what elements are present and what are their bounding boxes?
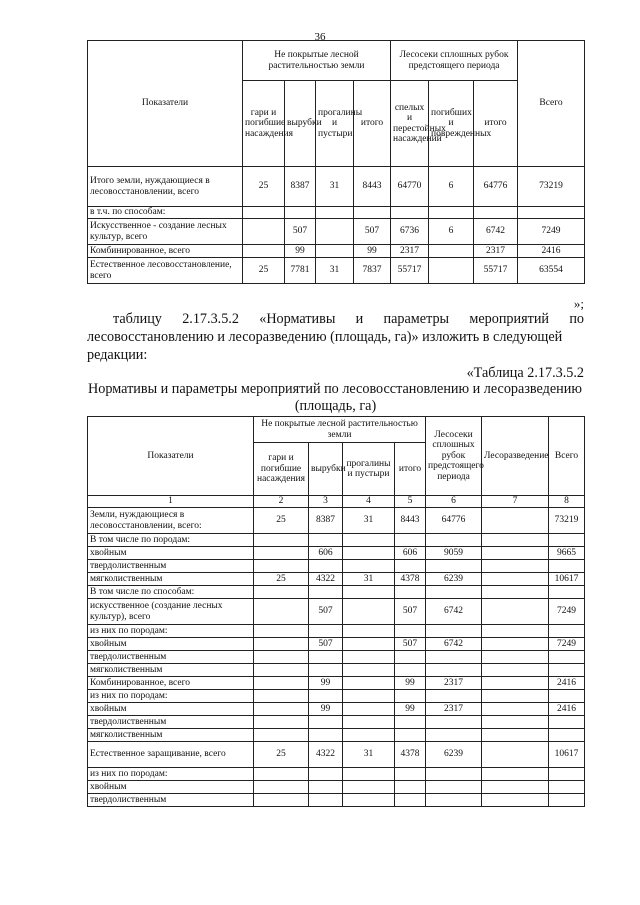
table-row <box>88 586 585 599</box>
table-row <box>88 625 585 638</box>
cell-value <box>482 508 549 534</box>
cell-value <box>395 586 426 599</box>
t1-header-felled: вырубки <box>285 81 316 167</box>
row-label: из них по породам: <box>88 768 254 781</box>
row-label: твердолиственным <box>88 560 254 573</box>
row-label: Естественное лесовосстановление, всего <box>88 258 243 284</box>
cell-value <box>426 768 482 781</box>
cell-value <box>549 768 585 781</box>
cell-value <box>482 625 549 638</box>
cell-value <box>254 586 309 599</box>
cell-value: 507 <box>395 599 426 625</box>
cell-value <box>395 560 426 573</box>
cell-value <box>395 716 426 729</box>
column-number: 8 <box>549 496 585 508</box>
row-label: В том числе по породам: <box>88 534 254 547</box>
cell-value <box>254 716 309 729</box>
t1-header-mature: спелых и перестойных насаждений <box>391 81 429 167</box>
column-number: 5 <box>395 496 426 508</box>
table-row <box>88 781 585 794</box>
row-label: хвойным <box>88 638 254 651</box>
paragraph-word: мероприятий <box>469 311 550 327</box>
cell-value: 31 <box>343 742 395 768</box>
cell-value <box>482 690 549 703</box>
cell-value: 25 <box>254 573 309 586</box>
cell-value: 64776 <box>426 508 482 534</box>
cell-value <box>343 625 395 638</box>
cell-value <box>243 245 285 258</box>
table-title-line-2: (площадь, га) <box>294 398 377 414</box>
cell-value <box>316 219 354 245</box>
cell-value <box>343 729 395 742</box>
cell-value <box>482 651 549 664</box>
cell-value: 507 <box>309 599 343 625</box>
cell-value <box>254 794 309 807</box>
cell-value: 7249 <box>549 638 585 651</box>
cell-value <box>482 768 549 781</box>
cell-value <box>316 207 354 219</box>
cell-value: 9059 <box>426 547 482 560</box>
table-row <box>88 651 585 664</box>
row-label: хвойным <box>88 547 254 560</box>
row-label: Искусственное - создание лесных культур, всего <box>88 219 243 245</box>
cell-value <box>426 716 482 729</box>
cell-value: 4322 <box>309 742 343 768</box>
paragraph-word: 2.17.3.5.2 <box>182 311 239 327</box>
cell-value <box>254 781 309 794</box>
cell-value: 507 <box>395 638 426 651</box>
cell-value: 99 <box>309 703 343 716</box>
cell-value <box>395 794 426 807</box>
table-row <box>88 167 585 207</box>
t1-header-subtotal-2: итого <box>474 81 518 167</box>
cell-value <box>243 207 285 219</box>
cell-value <box>395 625 426 638</box>
cell-value <box>243 219 285 245</box>
cell-value <box>343 638 395 651</box>
cell-value: 2416 <box>549 677 585 690</box>
cell-value: 63554 <box>518 258 585 284</box>
table-row <box>88 690 585 703</box>
cell-value <box>549 625 585 638</box>
cell-value <box>482 560 549 573</box>
row-label: твердолиственным <box>88 794 254 807</box>
cell-value: 606 <box>395 547 426 560</box>
cell-value <box>426 560 482 573</box>
cell-value: 25 <box>254 508 309 534</box>
paragraph-word: таблицу <box>113 311 162 327</box>
cell-value: 606 <box>309 547 343 560</box>
row-label: Естественное заращивание, всего <box>88 742 254 768</box>
cell-value <box>482 677 549 690</box>
cell-value <box>549 781 585 794</box>
t2-header-afforestation: Лесоразведение <box>482 417 549 496</box>
cell-value <box>395 729 426 742</box>
cell-value: 73219 <box>549 508 585 534</box>
cell-value <box>549 560 585 573</box>
cell-value <box>254 664 309 677</box>
cell-value <box>549 794 585 807</box>
cell-value <box>429 258 474 284</box>
cell-value: 6 <box>429 219 474 245</box>
cell-value <box>549 664 585 677</box>
table-row <box>88 258 585 284</box>
cell-value <box>309 794 343 807</box>
row-label: Итого земли, нуждающиеся в лесовосстановлении, всего <box>88 167 243 207</box>
t1-header-dead: погибших и поврежденных <box>429 81 474 167</box>
cell-value: 6742 <box>474 219 518 245</box>
column-number: 3 <box>309 496 343 508</box>
cell-value <box>482 794 549 807</box>
table-row <box>88 207 585 219</box>
cell-value <box>343 781 395 794</box>
cell-value: 31 <box>316 258 354 284</box>
cell-value: 507 <box>285 219 316 245</box>
cell-value: 99 <box>285 245 316 258</box>
cell-value <box>254 703 309 716</box>
cell-value: 31 <box>343 573 395 586</box>
cell-value <box>426 794 482 807</box>
cell-value: 99 <box>309 677 343 690</box>
cell-value <box>549 690 585 703</box>
t2-header-not-covered: Не покрытые лесной растительностью земли <box>254 417 426 443</box>
cell-value: 507 <box>309 638 343 651</box>
cell-value <box>309 586 343 599</box>
cell-value <box>482 638 549 651</box>
cell-value <box>429 207 474 219</box>
cell-value <box>343 716 395 729</box>
cell-value: 7249 <box>518 219 585 245</box>
cell-value <box>395 664 426 677</box>
table-row <box>88 508 585 534</box>
t1-header-indicators: Показатели <box>88 41 243 167</box>
cell-value <box>426 534 482 547</box>
cell-value <box>395 781 426 794</box>
cell-value <box>254 677 309 690</box>
cell-value: 55717 <box>474 258 518 284</box>
cell-value <box>482 547 549 560</box>
cell-value: 6 <box>429 167 474 207</box>
cell-value: 99 <box>354 245 391 258</box>
table-row <box>88 245 585 258</box>
row-label: Комбинированное, всего <box>88 677 254 690</box>
cell-value <box>343 586 395 599</box>
cell-value: 8443 <box>395 508 426 534</box>
cell-value <box>343 547 395 560</box>
cell-value <box>254 638 309 651</box>
cell-value <box>254 651 309 664</box>
cell-value <box>482 599 549 625</box>
cell-value <box>395 768 426 781</box>
cell-value <box>309 768 343 781</box>
cell-value <box>482 534 549 547</box>
cell-value <box>426 781 482 794</box>
cell-value: 2317 <box>474 245 518 258</box>
cell-value <box>309 534 343 547</box>
table-row <box>88 729 585 742</box>
cell-value: 64770 <box>391 167 429 207</box>
cell-value <box>549 716 585 729</box>
cell-value: 55717 <box>391 258 429 284</box>
paragraph-line-2: лесовосстановлению и лесоразведению (площадь, га)» изложить в следующей <box>87 329 563 345</box>
cell-value <box>343 677 395 690</box>
cell-value <box>254 534 309 547</box>
cell-value <box>549 651 585 664</box>
row-label: В том числе по способам: <box>88 586 254 599</box>
cell-value: 507 <box>354 219 391 245</box>
cell-value <box>549 586 585 599</box>
table-row <box>88 716 585 729</box>
cell-value: 2317 <box>391 245 429 258</box>
cell-value <box>309 690 343 703</box>
cell-value <box>482 573 549 586</box>
cell-value: 6742 <box>426 638 482 651</box>
cell-value: 4322 <box>309 573 343 586</box>
cell-value <box>395 534 426 547</box>
cell-value <box>343 664 395 677</box>
cell-value <box>254 560 309 573</box>
cell-value: 31 <box>343 508 395 534</box>
paragraph-word: по <box>569 311 584 327</box>
cell-value <box>429 245 474 258</box>
cell-value <box>482 781 549 794</box>
cell-value <box>426 690 482 703</box>
cell-value <box>254 768 309 781</box>
row-label: из них по породам: <box>88 625 254 638</box>
cell-value: 7781 <box>285 258 316 284</box>
cell-value: 4378 <box>395 573 426 586</box>
t2-header-burnt: гари и погибшие насаждения <box>254 443 309 496</box>
column-number: 2 <box>254 496 309 508</box>
t2-header-total: Всего <box>549 417 585 496</box>
cell-value: 8387 <box>309 508 343 534</box>
column-number: 1 <box>88 496 254 508</box>
cell-value <box>254 625 309 638</box>
t2-header-cutting-areas: Лесосеки сплошных рубок предстоящего периода <box>426 417 482 496</box>
column-number: 4 <box>343 496 395 508</box>
cell-value <box>518 207 585 219</box>
cell-value: 2317 <box>426 677 482 690</box>
cell-value: 6742 <box>426 599 482 625</box>
row-label: мягколиственным <box>88 664 254 677</box>
cell-value: 25 <box>243 167 285 207</box>
table-2 <box>87 416 585 807</box>
cell-value: 25 <box>254 742 309 768</box>
amendment-paragraph <box>87 310 584 364</box>
cell-value: 99 <box>395 703 426 716</box>
cell-value: 8443 <box>354 167 391 207</box>
row-label: мягколиственным <box>88 729 254 742</box>
cell-value <box>343 690 395 703</box>
table-row <box>88 573 585 586</box>
t2-header-indicators: Показатели <box>88 417 254 496</box>
closing-mark: »; <box>573 296 584 311</box>
cell-value <box>391 207 429 219</box>
t1-header-clearings: прогалины и пустыри <box>316 81 354 167</box>
cell-value: 73219 <box>518 167 585 207</box>
cell-value <box>395 690 426 703</box>
cell-value: 6239 <box>426 573 482 586</box>
cell-value <box>482 664 549 677</box>
cell-value <box>482 716 549 729</box>
cell-value <box>343 560 395 573</box>
t2-header-subtotal: итого <box>395 443 426 496</box>
cell-value: 10617 <box>549 573 585 586</box>
cell-value <box>254 729 309 742</box>
cell-value <box>309 625 343 638</box>
paragraph-line-3: редакции: <box>87 347 148 363</box>
table-1 <box>87 40 585 284</box>
table-row <box>88 219 585 245</box>
t2-header-felled: вырубки <box>309 443 343 496</box>
paragraph-word: «Нормативы <box>259 311 336 327</box>
t2-header-clearings: прогалины и пустыри <box>343 443 395 496</box>
table-label: «Таблица 2.17.3.5.2 <box>466 365 584 381</box>
cell-value <box>343 651 395 664</box>
cell-value <box>482 586 549 599</box>
table-row <box>88 560 585 573</box>
cell-value: 99 <box>395 677 426 690</box>
cell-value <box>426 625 482 638</box>
cell-value <box>426 664 482 677</box>
cell-value <box>254 599 309 625</box>
cell-value: 6736 <box>391 219 429 245</box>
cell-value <box>254 547 309 560</box>
row-label: Земли, нуждающиеся в лесовосстановлении, всего: <box>88 508 254 534</box>
cell-value: 7837 <box>354 258 391 284</box>
row-label: твердолиственным <box>88 716 254 729</box>
table-row <box>88 664 585 677</box>
table-row <box>88 534 585 547</box>
cell-value <box>354 207 391 219</box>
table-row <box>88 677 585 690</box>
cell-value <box>549 534 585 547</box>
cell-value <box>285 207 316 219</box>
cell-value <box>309 664 343 677</box>
row-label: из них по породам: <box>88 690 254 703</box>
cell-value <box>426 586 482 599</box>
page-number: 36 <box>314 31 326 43</box>
table-title-line-1: Нормативы и параметры мероприятий по лесовосстановлению и лесоразведению <box>88 381 582 397</box>
cell-value <box>343 534 395 547</box>
table-row <box>88 638 585 651</box>
paragraph-word: параметры <box>383 311 450 327</box>
cell-value <box>474 207 518 219</box>
table-row <box>88 547 585 560</box>
cell-value <box>343 703 395 716</box>
cell-value: 2416 <box>549 703 585 716</box>
cell-value: 9665 <box>549 547 585 560</box>
cell-value: 64776 <box>474 167 518 207</box>
column-number: 6 <box>426 496 482 508</box>
row-label: в т.ч. по способам: <box>88 207 243 219</box>
row-label: мягколиственным <box>88 573 254 586</box>
cell-value: 2416 <box>518 245 585 258</box>
cell-value <box>343 794 395 807</box>
t1-header-subtotal: итого <box>354 81 391 167</box>
cell-value: 25 <box>243 258 285 284</box>
cell-value <box>316 245 354 258</box>
cell-value <box>309 716 343 729</box>
cell-value <box>343 768 395 781</box>
paragraph-line-1 <box>87 310 584 328</box>
cell-value: 10617 <box>549 742 585 768</box>
cell-value <box>395 651 426 664</box>
table-row <box>88 794 585 807</box>
paragraph-word: и <box>355 311 364 327</box>
cell-value <box>549 729 585 742</box>
cell-value: 8387 <box>285 167 316 207</box>
cell-value <box>482 742 549 768</box>
table-row <box>88 742 585 768</box>
column-number: 7 <box>482 496 549 508</box>
cell-value: 2317 <box>426 703 482 716</box>
cell-value <box>426 729 482 742</box>
row-label: искусственное (создание лесных культур), всего <box>88 599 254 625</box>
t1-header-total: Всего <box>518 41 585 167</box>
cell-value <box>482 729 549 742</box>
cell-value <box>482 703 549 716</box>
cell-value <box>309 781 343 794</box>
t1-header-burnt: гари и погибшие насаждения <box>243 81 285 167</box>
row-label: твердолиственным <box>88 651 254 664</box>
table-row <box>88 703 585 716</box>
table-row <box>88 599 585 625</box>
table-row <box>88 768 585 781</box>
row-label: Комбинированное, всего <box>88 245 243 258</box>
cell-value <box>343 599 395 625</box>
row-label: хвойным <box>88 781 254 794</box>
row-label: хвойным <box>88 703 254 716</box>
cell-value <box>309 560 343 573</box>
cell-value: 31 <box>316 167 354 207</box>
cell-value <box>254 690 309 703</box>
cell-value: 7249 <box>549 599 585 625</box>
t1-header-cutting-areas: Лесосеки сплошных рубок предстоящего периода <box>391 41 518 81</box>
cell-value: 4378 <box>395 742 426 768</box>
cell-value <box>309 651 343 664</box>
t1-header-not-covered: Не покрытые лесной растительностью земли <box>243 41 391 81</box>
cell-value <box>426 651 482 664</box>
cell-value: 6239 <box>426 742 482 768</box>
cell-value <box>309 729 343 742</box>
